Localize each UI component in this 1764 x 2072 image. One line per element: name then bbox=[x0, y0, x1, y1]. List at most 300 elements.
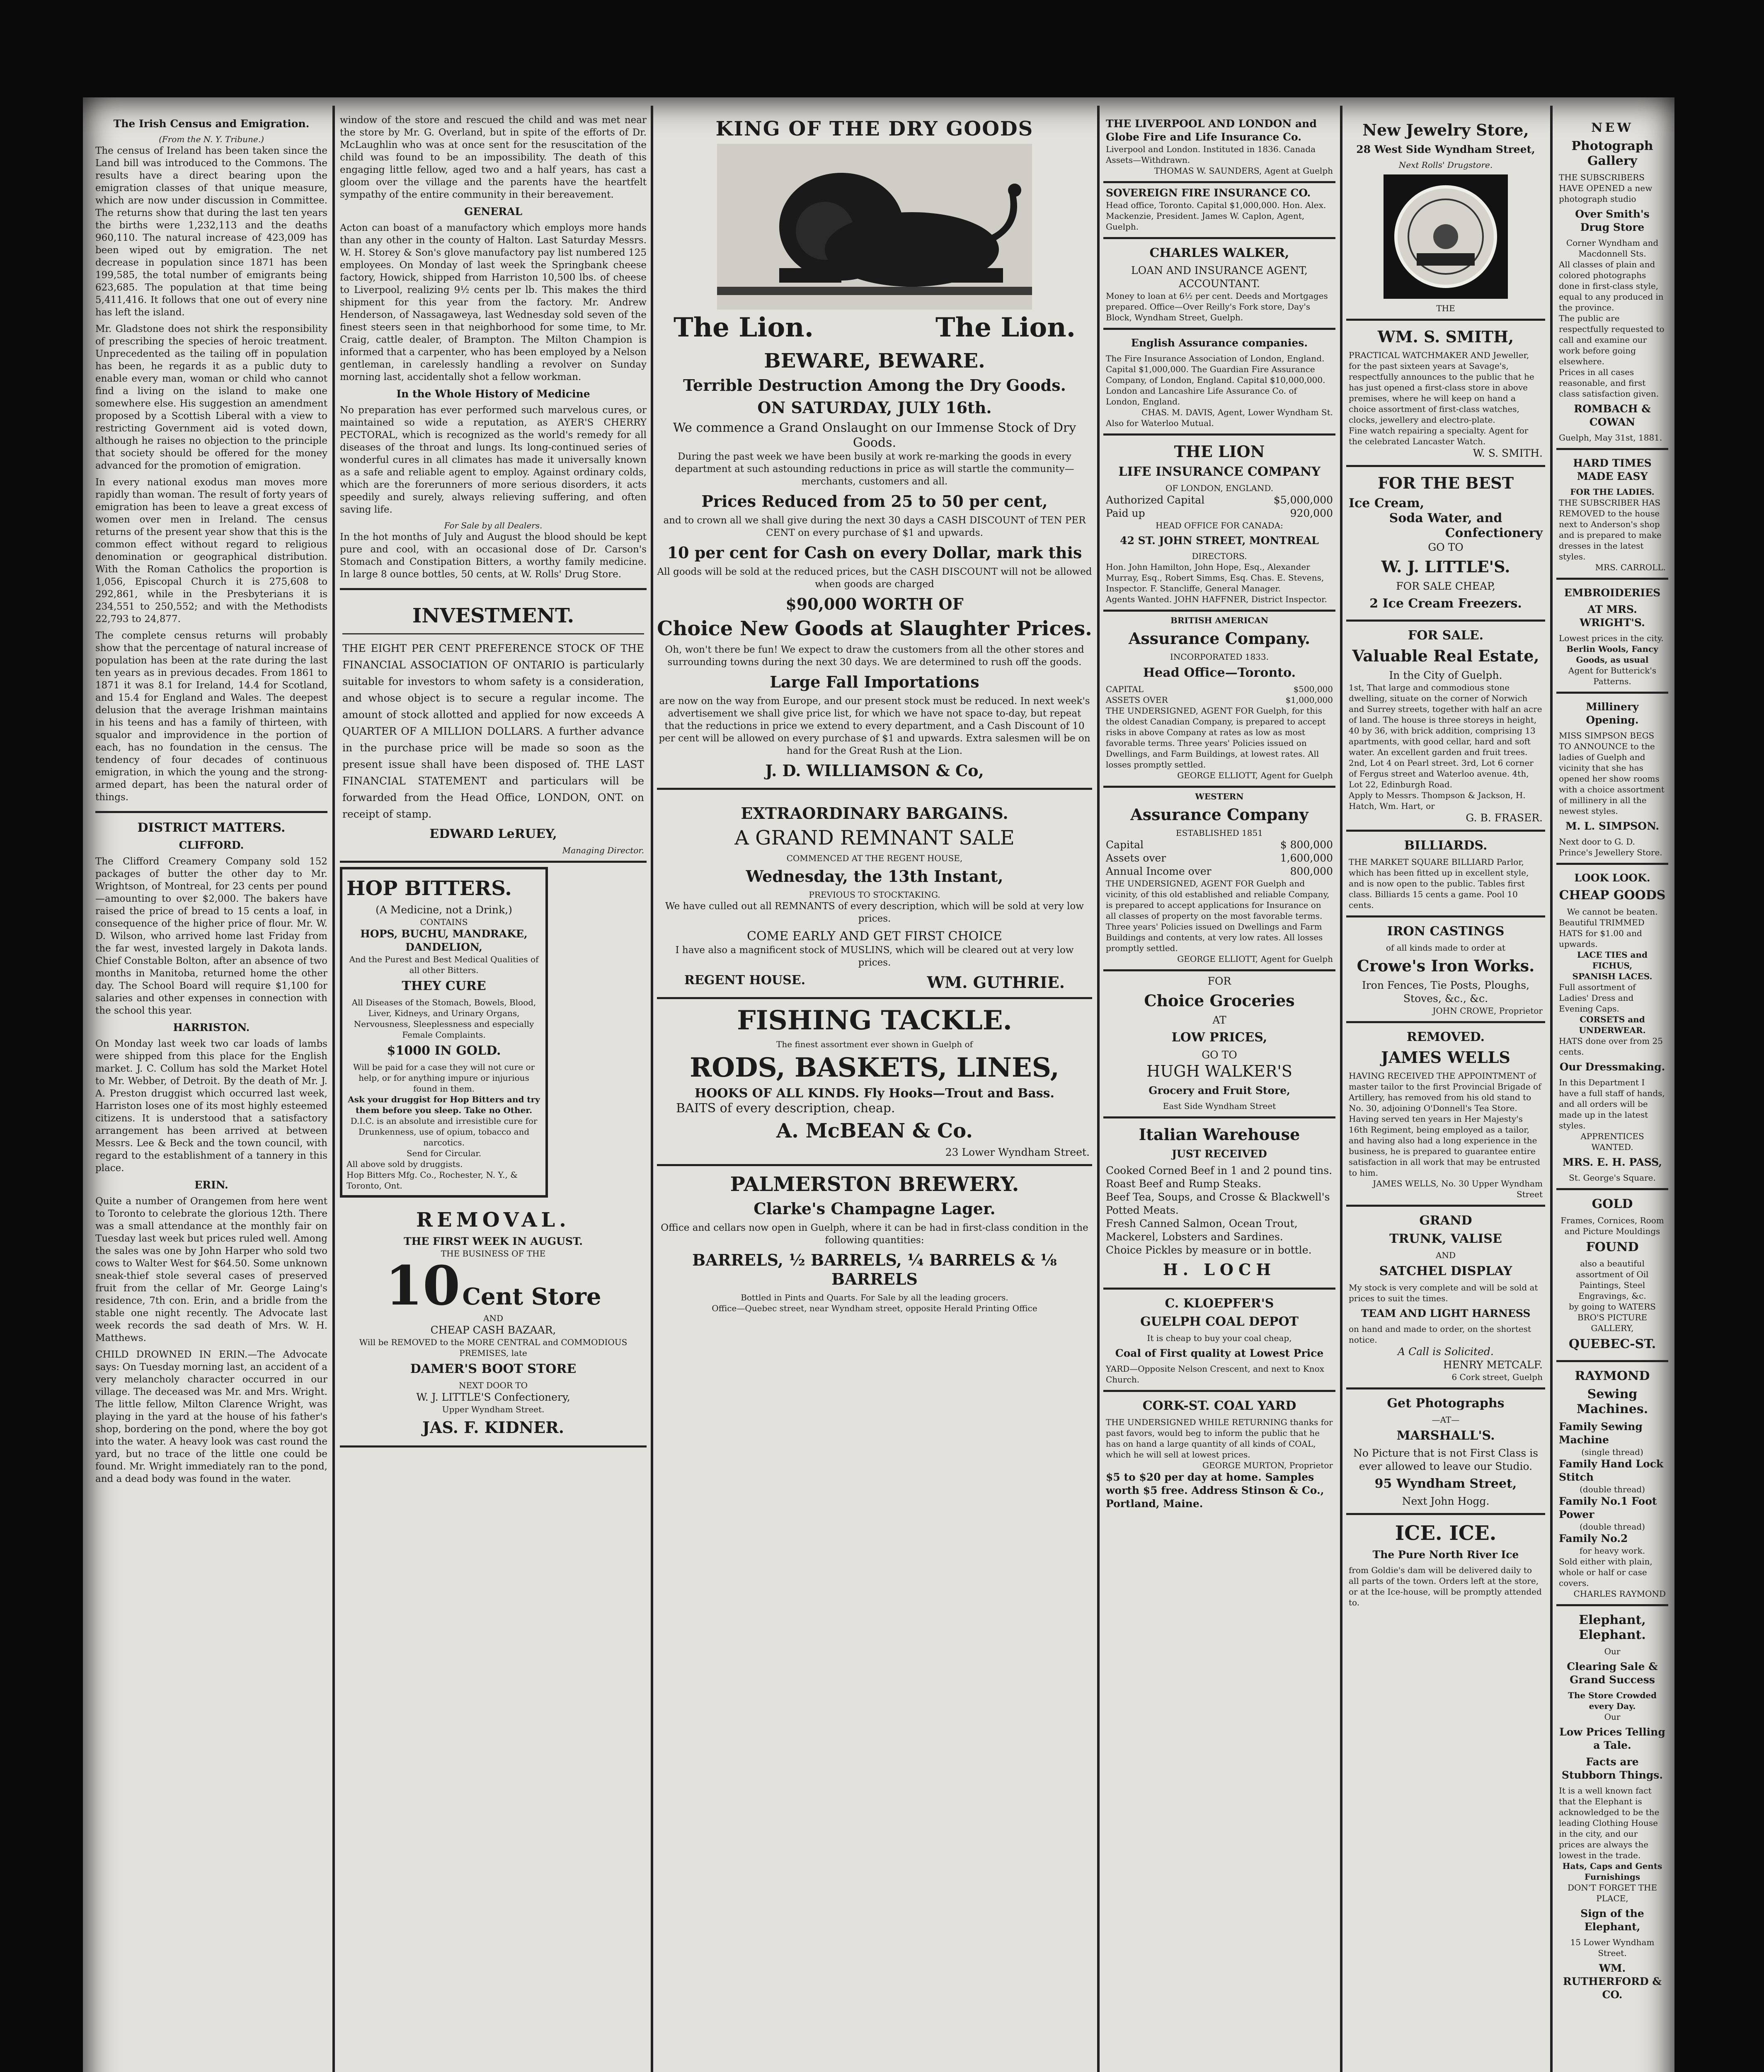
for-the-ladies: FOR THE LADIES. bbox=[1570, 487, 1655, 497]
no-picture: No Picture that is not First Class is ever allowed to leave our Studio. bbox=[1353, 1447, 1539, 1472]
quebec-st: QUEBEC-ST. bbox=[1568, 1337, 1656, 1351]
liverpool-agent: THOMAS W. SAUNDERS, Agent at Guelph bbox=[1154, 166, 1333, 176]
single-thread: (single thread) bbox=[1581, 1447, 1643, 1457]
removal-street: Upper Wyndham Street. bbox=[442, 1404, 545, 1414]
store-crowded: The Store Crowded every Day. bbox=[1568, 1690, 1657, 1711]
cannot-be-beaten: We cannot be beaten. bbox=[1567, 907, 1658, 917]
hop-bitters-sold: All above sold by druggists. bbox=[346, 1159, 463, 1169]
extraordinary-bargains: EXTRAORDINARY BARGAINS. bbox=[741, 804, 1008, 823]
hugh-walker: HUGH WALKER'S bbox=[1146, 1062, 1292, 1080]
palmerston-brewery-ad bbox=[657, 1166, 1092, 1319]
column-5 bbox=[1346, 114, 1545, 2072]
family-sewing-machine: Family Sewing Machine bbox=[1559, 1421, 1643, 1446]
column-4 bbox=[1103, 114, 1335, 2072]
divider bbox=[95, 811, 327, 813]
sewing-machines: Sewing Machines. bbox=[1576, 1387, 1648, 1416]
fine-watch: Fine watch repairing a specialty. Agent for the celebrated Lancaster Watch. bbox=[1349, 426, 1529, 446]
hop-bitters-desc: And the Purest and Best Medical Qualities of all other Bitters. bbox=[349, 954, 539, 975]
kloepfer: C. KLOEPFER'S bbox=[1165, 1296, 1274, 1311]
wednesday-date: Wednesday, the 13th Instant, bbox=[746, 867, 1003, 886]
butterick-patterns: Agent for Butterick's Patterns. bbox=[1568, 666, 1657, 686]
palmerston-address: Office—Quebec street, near Wyndham street, opposite Herald Printing Office bbox=[712, 1303, 1037, 1313]
liverpool-text: Liverpool and London. Instituted in 1836. Canada Assets—Withdrawn. bbox=[1106, 144, 1316, 165]
for-sale-cheap: FOR SALE CHEAP, bbox=[1396, 580, 1495, 592]
elephant-ad bbox=[1556, 1606, 1668, 2010]
valuable-real-estate: Valuable Real Estate, bbox=[1352, 646, 1539, 665]
removal-ad bbox=[340, 1202, 647, 1447]
murton-signature: GEORGE MURTON, Proprietor bbox=[1202, 1460, 1333, 1470]
regent-house: REGENT HOUSE. bbox=[684, 973, 806, 988]
hop-bitters-cure-text: All Diseases of the Stomach, Bowels, Blood, Liver, Kidneys, and Urinary Organs, Nervousness, Sleeplessness and especially Female Complaints. bbox=[351, 997, 536, 1040]
grand-onslaught: We commence a Grand Onslaught on our Immense Stock of Dry Goods. bbox=[673, 421, 1076, 450]
investment-role: Managing Director. bbox=[562, 845, 644, 855]
plain-covers: Sold either with plain, whole or half or case covers. bbox=[1559, 1556, 1653, 1588]
removal-move: Will be REMOVED to the MORE CENTRAL and COMMODIOUS PREMISES, late bbox=[359, 1337, 628, 1358]
erin-heading: ERIN. bbox=[194, 1179, 228, 1191]
english-assurance-ad bbox=[1103, 330, 1335, 436]
millinery-ad bbox=[1556, 694, 1668, 865]
removal-next-door: NEXT DOOR TO bbox=[458, 1380, 528, 1390]
cork-street: 6 Cork street, Guelph bbox=[1451, 1372, 1543, 1382]
western-assurance-ad bbox=[1103, 788, 1335, 971]
cheap-goods-ad bbox=[1556, 865, 1668, 1190]
jewelry-address: 28 West Side Wyndham Street, bbox=[1356, 143, 1535, 155]
head-office-canada: HEAD OFFICE FOR CANADA: bbox=[1156, 520, 1283, 530]
liverpool-ad bbox=[1103, 114, 1335, 183]
ten-per-cent-cash: 10 per cent for Cash on every Dollar, mark this bbox=[667, 543, 1082, 562]
divider bbox=[657, 788, 1092, 790]
hard-times: HARD TIMES MADE EASY bbox=[1573, 457, 1652, 482]
billiards-text: THE MARKET SQUARE BILLIARD Parlor, which has been fitted up in excellent style, and is now open to the public. Tables first class. Billiards 15 cents a game. Pool 10 cents. bbox=[1349, 857, 1529, 910]
beware-headline: BEWARE, BEWARE. bbox=[764, 349, 985, 373]
hop-bitters-title: HOP BITTERS. bbox=[346, 877, 512, 900]
groceries-at: AT bbox=[1212, 1014, 1226, 1026]
authorized-capital-label: Authorized Capital bbox=[1106, 494, 1205, 506]
watch-label: THE bbox=[1436, 303, 1455, 313]
double-thread-2: (double thread) bbox=[1580, 1522, 1645, 1532]
column-6 bbox=[1556, 114, 1668, 2072]
walker-heading: CHARLES WALKER, bbox=[1149, 246, 1289, 260]
lace-ties: LACE TIES and FICHUS, bbox=[1577, 950, 1648, 971]
removal-business-of: THE BUSINESS OF THE bbox=[441, 1249, 546, 1259]
hard-times-ad bbox=[1556, 450, 1668, 580]
get-photographs: Get Photographs bbox=[1387, 1396, 1505, 1411]
undersigned-agent-2: THE UNDERSIGNED, AGENT FOR Guelph and vicinity, of this old established and reliable Company, is prepared to accept applications for Insurance on all classes of property on the most favorable terms. Three years' Policies issued on Dwellings and Farm Buildings and contents, at very low rates. All losses promptly settled. bbox=[1106, 879, 1330, 953]
carroll-signature: MRS. CARROLL. bbox=[1595, 562, 1666, 572]
pure-north-river-ice: The Pure North River Ice bbox=[1372, 1549, 1519, 1561]
ice-ad bbox=[1346, 1515, 1545, 1613]
montreal-address: 42 ST. JOHN STREET, MONTREAL bbox=[1120, 535, 1319, 547]
champagne-lager: Clarke's Champagne Lager. bbox=[754, 1199, 996, 1218]
cork-text: THE UNDERSIGNED WHILE RETURNING thanks for past favors, would beg to inform the public that he has on hand a large quantity of all kinds of COAL, which he will sell at lowest prices. bbox=[1106, 1417, 1333, 1460]
authorized-capital-value: $5,000,000 bbox=[1273, 494, 1333, 506]
stock-complete: My stock is very complete and will be sold at prices to suit the times. bbox=[1349, 1283, 1538, 1303]
incorporated: INCORPORATED 1833. bbox=[1170, 652, 1269, 662]
large-fall-importations: Large Fall Importations bbox=[770, 673, 979, 691]
harriston-body: On Monday last week two car loads of lambs were shipped from this place for the English market. J. C. Collum has sold the Market Hotel to Mr. Webber, of Detroit. By the death of Mr. J. A. Preston druggist which occurred last week, Harriston loses one of its most highly esteemed citizens. It is understood that a satisfactory arrangement has been arrived at between Messrs. Lee & Beck and the town council, with regard to the establishment of a tannery in this place. bbox=[95, 1038, 327, 1174]
hop-bitters-ask: Ask your druggist for Hop Bitters and try them before you sleep. Take no Other. bbox=[348, 1094, 540, 1115]
team-harness: TEAM AND LIGHT HARNESS bbox=[1361, 1307, 1531, 1319]
irish-census-body-2: Mr. Gladstone does not shirk the responsibility of prescribing the species of heroic treatment. Unprecedented as the tailing off in population has been, he regards it as a public duty to enable every man, woman or child who cannot find a living on the island to make one somewhere else. His suggestion an amendment proposed by a Scottish Liberal with a view to restricting Government aid is voted down, although he raises no objection to the principle that society should be offered for the money advanced for the promotion of emigration. bbox=[95, 324, 327, 471]
investment-ad bbox=[340, 598, 647, 863]
general-heading: GENERAL bbox=[464, 206, 523, 218]
rods-baskets-lines: RODS, BASKETS, LINES, bbox=[690, 1052, 1059, 1083]
look-look: LOOK LOOK. bbox=[1574, 872, 1650, 884]
choice-pickles: Choice Pickles by measure or in bottle. bbox=[1106, 1244, 1312, 1256]
rombach-cowan: ROMBACH & COWAN bbox=[1574, 403, 1651, 428]
carroll-text: THE SUBSCRIBER HAS REMOVED to the house next to Anderson's shop and is prepared to make dresses in the latest styles. bbox=[1559, 498, 1662, 562]
assets2-label: Assets over bbox=[1106, 852, 1166, 864]
bitters-body: In the hot months of July and August the blood should be kept pure and cool, with an occasional dose of Dr. Carson's Stomach and Constipation Bitters, a worthy family medicine. In large 8 ounce bottles, 50 cents, at W. Rolls' Drug Store. bbox=[340, 532, 647, 580]
embroideries: EMBROIDERIES bbox=[1564, 587, 1661, 599]
hop-bitters-circular: Send for Circular. bbox=[406, 1148, 482, 1158]
paid-up-value: 920,000 bbox=[1290, 507, 1333, 519]
sovereign-heading: SOVEREIGN FIRE INSURANCE CO. bbox=[1106, 187, 1311, 199]
choice-new-goods: Choice New Goods at Slaughter Prices. bbox=[657, 617, 1092, 640]
smith-name: WM. S. SMITH, bbox=[1377, 327, 1514, 346]
lion-illustration bbox=[717, 144, 1032, 310]
grand: GRAND bbox=[1419, 1213, 1472, 1228]
child-drowned-body: CHILD DROWNED IN ERIN.—The Advocate says: On Tuesday morning last, an accident of a very melancholy character occurred in our village. The deceased was Mr. and Mrs. Wright. The little fellow, Milton Clarence Wright, was playing in the yard at the house of his father's shop, bordering on the pond, where the boy got into the water. A heavy look was cast round the yard, but no trace of the little one could be found. Mr. Wright immediately ran to the pond, and a dead body was found in the water. bbox=[95, 1349, 327, 1484]
ice-text: from Goldie's dam will be delivered daily to all parts of the town. Orders left at the store, or at the Ice-house, will be promptly attended to. bbox=[1349, 1565, 1542, 1607]
king-of-dry-goods-title: KING OF THE DRY GOODS bbox=[715, 117, 1034, 140]
groceries-for: FOR bbox=[1207, 975, 1231, 987]
spanish-laces: SPANISH LACES. bbox=[1572, 971, 1653, 981]
gold-found-ad bbox=[1556, 1190, 1668, 1362]
family-hand-lock-stitch: Family Hand Lock Stitch bbox=[1559, 1458, 1664, 1483]
soda-water: Soda Water, and bbox=[1389, 511, 1502, 525]
lower-wyndham: 15 Lower Wyndham Street. bbox=[1570, 1937, 1655, 1958]
come-early: COME EARLY AND GET FIRST CHOICE bbox=[747, 929, 1002, 944]
coal-yard: YARD—Opposite Nelson Crescent, and next to Knox Church. bbox=[1106, 1364, 1324, 1385]
assets-value: $1,000,000 bbox=[1285, 695, 1333, 705]
palmerston-text: Office and cellars now open in Guelph, where it can be had in first-class condition in the following quantities: bbox=[661, 1222, 1088, 1246]
british-assurance-title: Assurance Company. bbox=[1128, 629, 1311, 648]
lion-life-title-3: OF LONDON, ENGLAND. bbox=[1165, 483, 1274, 493]
heavy-work: for heavy work. bbox=[1579, 1546, 1645, 1556]
east-side-wyndham: East Side Wyndham Street bbox=[1163, 1101, 1276, 1111]
investment-title: INVESTMENT. bbox=[412, 604, 574, 627]
found: FOUND bbox=[1586, 1240, 1639, 1254]
directors-heading: DIRECTORS. bbox=[1192, 551, 1247, 561]
hop-bitters-ad bbox=[340, 867, 548, 1198]
iron-castings-text: of all kinds made to order at bbox=[1386, 943, 1506, 953]
crowe-iron-works: Crowe's Iron Works. bbox=[1357, 956, 1535, 975]
baits-cheap: BAITS of every description, cheap. bbox=[676, 1101, 895, 1116]
hooks-all-kinds: HOOKS OF ALL KINDS. Fly Hooks—Trout and Bass. bbox=[695, 1086, 1054, 1101]
italian-warehouse-ad bbox=[1103, 1118, 1335, 1290]
cork-coal-ad bbox=[1103, 1392, 1335, 1515]
wells-text: HAVING RECEIVED THE APPOINTMENT of master tailor to the first Provincial Brigade of Artillery, has removed from his old stand to No. 30, adjoining O'Donnell's Tea Store. Having served ten years in Her Majesty's 16th Regiment, being employed as a tailor, and having also had a long experience in the business, he is prepared to guarantee entire satisfaction in all work that may be entrusted to him. bbox=[1349, 1071, 1541, 1178]
hop-bitters-dic: D.I.C. is an absolute and irresistible cure for Drunkenness, use of opium, tobacco and narcotics. bbox=[350, 1116, 538, 1147]
next-prince: Next door to G. D. Prince's Jewellery Store. bbox=[1559, 837, 1662, 857]
jewelry-store-ad bbox=[1346, 114, 1545, 321]
trimmed-hats: Beautiful TRIMMED HATS for $1.00 and upwards. bbox=[1559, 917, 1645, 949]
sign-elephant: Sign of the Elephant, bbox=[1580, 1907, 1644, 1933]
confectionery: Confectionery bbox=[1445, 526, 1543, 540]
the-lion-left: The Lion. bbox=[674, 312, 814, 343]
mcbean-signature: A. McBEAN & Co. bbox=[776, 1119, 973, 1143]
irish-census-body-1: The census of Ireland has been taken since the Land bill was introduced to the Commons. The results have a direct bearing upon the emigration classes of that unique measure, which are now under discussion in Committee. The returns show that during the last ten years the births were 1,232,113 and the deaths 960,110. The natural increase of 423,009 has been wiped out by emigration. The net decrease in population since 1871 has been 199,585, the total number of emigrants being 623,685. The population at that time being 5,411,416. It follows that one out of every nine has left the island. bbox=[95, 145, 327, 318]
medicine-heading: In the Whole History of Medicine bbox=[396, 388, 590, 400]
assets2-value: 1,600,000 bbox=[1280, 852, 1333, 864]
remnant-sale-ad bbox=[657, 797, 1092, 999]
divider bbox=[342, 633, 644, 634]
all-goods-note: All goods will be sold at the reduced prices, but the CASH DISCOUNT will not be allowed when goods are charged bbox=[657, 566, 1092, 590]
italian-warehouse-title: Italian Warehouse bbox=[1139, 1125, 1300, 1144]
low-prices-tale: Low Prices Telling a Tale. bbox=[1559, 1726, 1665, 1751]
soups: Beef Tea, Soups, and Crosse & Blackwell's Potted Meats. bbox=[1106, 1191, 1330, 1216]
grocery-fruit-store: Grocery and Fruit Store, bbox=[1149, 1084, 1290, 1097]
ice-cream-ad bbox=[1346, 467, 1545, 622]
trunk-and: AND bbox=[1436, 1250, 1456, 1260]
real-estate-text: 1st, That large and commodious stone dwelling, situate on the corner of Norwich and Surrey streets, together with half an acre of land. The house is three storeys in height, 40 by 36, with brick addition, comprising 13 apartments, with good cellar, hard and soft water. An excellent garden and fruit trees. 2nd, Lot 4 on Pearl street. 3rd, Lot 6 corner of Fergus street and Waterloo avenue. 4th, Lot 22, Edinburgh Road. bbox=[1349, 683, 1542, 789]
undersigned-agent-1: THE UNDERSIGNED, AGENT FOR Guelph, for this the oldest Canadian Company, is prepared to accept risks in above Company at rates as low as most favorable terms. Three years' Policies issued on Dwellings, and Farm Buildings, at lowest rates. All losses promptly settled. bbox=[1106, 706, 1326, 770]
iron-castings-ad bbox=[1346, 917, 1545, 1023]
real-estate-apply: Apply to Messrs. Thompson & Jackson, H. Hatch, Wm. Hart, or bbox=[1349, 790, 1526, 811]
cork-st-coal-yard: CORK-ST. COAL YARD bbox=[1142, 1399, 1296, 1413]
terrible-destruction: Terrible Destruction Among the Dry Goods. bbox=[683, 376, 1066, 395]
clifford-heading: CLIFFORD. bbox=[179, 839, 244, 851]
culled-remnants: We have culled out all REMNANTS of every description, which will be sold at very low prices. bbox=[665, 901, 1084, 924]
ice-cream-go-to: GO TO bbox=[1428, 541, 1464, 553]
hop-bitters-ingredients: HOPS, BUCHU, MANDRAKE, DANDELION, bbox=[360, 928, 528, 953]
low-prices: LOW PRICES, bbox=[1171, 1030, 1267, 1045]
charles-raymond: CHARLES RAYMOND bbox=[1573, 1589, 1666, 1599]
just-received: JUST RECEIVED bbox=[1172, 1148, 1267, 1160]
cheap-goods: CHEAP GOODS bbox=[1559, 888, 1666, 903]
family-no2: Family No.2 bbox=[1559, 1532, 1628, 1544]
removal-little: W. J. LITTLE'S Confectionery, bbox=[416, 1391, 570, 1403]
prices-reasonable: Prices in all cases reasonable, and first class satisfaction given. bbox=[1559, 367, 1659, 399]
saturday-date: ON SATURDAY, JULY 16th. bbox=[757, 398, 992, 417]
trunk-display-ad bbox=[1346, 1207, 1545, 1389]
gold: GOLD bbox=[1592, 1197, 1633, 1211]
column-rule bbox=[332, 106, 335, 2072]
guelph-date: Guelph, May 31st, 1881. bbox=[1559, 433, 1662, 443]
pocket-watch-illustration bbox=[1384, 174, 1508, 299]
smith-signature: W. S. SMITH. bbox=[1473, 447, 1543, 459]
simpson-text: MISS SIMPSON BEGS TO ANNOUNCE to the ladies of Guelph and vicinity that she has opened her show rooms with a choice assortment of millinery in all the newest styles. bbox=[1559, 731, 1665, 816]
corsets: CORSETS and UNDERWEAR. bbox=[1579, 1014, 1646, 1035]
frames-mouldings: Frames, Cornices, Room and Picture Mouldings bbox=[1560, 1215, 1664, 1236]
agents-wanted: Agents Wanted. JOHN HAFFNER, District Inspector. bbox=[1106, 594, 1327, 604]
little-name: W. J. LITTLE'S. bbox=[1381, 557, 1510, 576]
fishing-tackle-title: FISHING TACKLE. bbox=[737, 1005, 1012, 1036]
the-lion-right: The Lion. bbox=[935, 312, 1076, 343]
waters-bros: by going to WATERS BRO'S PICTURE GALLERY, bbox=[1569, 1302, 1656, 1333]
removal-and: AND bbox=[483, 1313, 503, 1323]
hop-bitters-company: Hop Bitters Mfg. Co., Rochester, N. Y., & Toronto, Ont. bbox=[346, 1170, 518, 1191]
oh-fun: Oh, won't there be fun! We expect to draw the customers from all the other stores and surrounding towns during the next 30 days. We are determined to rush off the goods. bbox=[665, 644, 1084, 668]
embroideries-text: Lowest prices in the city. bbox=[1559, 633, 1664, 643]
waterloo-mutual: Also for Waterloo Mutual. bbox=[1106, 418, 1214, 428]
marshalls: MARSHALL'S. bbox=[1396, 1428, 1495, 1443]
choice-groceries: Choice Groceries bbox=[1144, 991, 1295, 1010]
rutherford-signature: WM. RUTHERFORD & CO. bbox=[1563, 1962, 1662, 2001]
hop-bitters-gold: $1000 IN GOLD. bbox=[387, 1043, 501, 1058]
photograph-gallery-ad bbox=[1556, 114, 1668, 450]
groceries-ad bbox=[1103, 971, 1335, 1118]
our-1: Our bbox=[1604, 1646, 1621, 1656]
irish-census-body-3: In every national exodus man moves more rapidly than woman. The result of forty years of emigration has been to leave a great excess of women over men in Ireland. The census returns of the present year show that this is the common effect without regard to religious denomination or geographical distribution. With the Roman Catholics the proportion is 1,056, Episcopal Church it is 275,608 to 292,861, while in the Presbyterians it is 234,551 to 250,552; and with the Methodists 22,793 to 24,877. bbox=[95, 477, 327, 625]
ice-ice: ICE. ICE. bbox=[1395, 1522, 1497, 1545]
muslins-text: I have also a magnificent stock of MUSLINS, which will be cleared out at very low prices. bbox=[675, 945, 1074, 968]
commenced-regent: COMMENCED AT THE REGENT HOUSE, bbox=[786, 853, 963, 863]
raymond: RAYMOND bbox=[1575, 1369, 1650, 1383]
mcbean-address: 23 Lower Wyndham Street. bbox=[945, 1146, 1090, 1158]
coal-cheap: It is cheap to buy your coal cheap, bbox=[1147, 1333, 1292, 1343]
irish-census-byline: (From the N. Y. Tribune.) bbox=[159, 134, 264, 144]
lion-life-ad bbox=[1103, 436, 1335, 612]
billiards-ad bbox=[1346, 832, 1545, 917]
removal-ten: 10 bbox=[385, 1254, 460, 1317]
roast-beef: Roast Beef and Rump Steaks. bbox=[1106, 1178, 1262, 1190]
english-text: The Fire Insurance Association of London, England. Capital $1,000,000. The Guardian Fire Assurance Company, of London, England. Capital $10,000,000. London and Lancashire Life Assurance Co. of London, England. bbox=[1106, 353, 1325, 407]
clifford-body: The Clifford Creamery Company sold 152 packages of butter the other day to Mr. Wrightson, of Montreal, for 23 cents per pound—amounting to over $2,000. The bakers have raised the price of bread to 15 cents a loaf, in consequence of the higher price of flour. Mr. W. D. Wilson, who arrived home last Friday from the far west, invested largely in Dakota lands. Chief Constable Bolton, after an absence of two months in Manitoba, returned home the other day. The School Board will require $1,100 for salaries and other expenses in connection with the school this year. bbox=[95, 856, 327, 1016]
hats-caps: Hats, Caps and Gents Furnishings bbox=[1562, 1861, 1662, 1882]
for-the-best: FOR THE BEST bbox=[1377, 474, 1514, 492]
established: ESTABLISHED 1851 bbox=[1176, 828, 1263, 838]
in-city-guelph: In the City of Guelph. bbox=[1389, 669, 1502, 681]
british-american-label: BRITISH AMERICAN bbox=[1170, 615, 1268, 625]
for-sale-by-dealers: For Sale by all Dealers. bbox=[444, 520, 543, 530]
capital-label: CAPITAL bbox=[1106, 684, 1144, 694]
berlin-wools: Berlin Wools, Fancy Goods, as usual bbox=[1566, 644, 1658, 665]
our-2: Our bbox=[1604, 1712, 1621, 1722]
column-rule bbox=[1097, 106, 1100, 2072]
loch-signature: H. LOCH bbox=[1163, 1260, 1276, 1279]
column-2 bbox=[340, 114, 647, 2072]
fraser-signature: G. B. FRASER. bbox=[1466, 812, 1543, 824]
western-label: WESTERN bbox=[1195, 792, 1244, 801]
liverpool-heading: THE LIVERPOOL AND LONDON and Globe Fire and Life Insurance Co. bbox=[1106, 118, 1317, 143]
williamson-signature: J. D. WILLIAMSON & Co, bbox=[765, 761, 984, 780]
bottled: Bottled in Pints and Quarts. For Sale by all the leading grocers. bbox=[741, 1293, 1008, 1302]
dont-forget: DON'T FORGET THE PLACE, bbox=[1567, 1883, 1657, 1903]
column-rule bbox=[1340, 106, 1342, 2072]
for-sale-heading: FOR SALE. bbox=[1408, 628, 1484, 643]
corned-beef: Cooked Corned Beef in 1 and 2 pound tins. bbox=[1106, 1164, 1333, 1176]
dressmaking-text: In this Department I have a full staff of hands, and all orders will be made up in the latest styles. bbox=[1559, 1077, 1665, 1130]
cash-discount: and to crown all we shall give during the next 30 days a CASH DISCOUNT of TEN PER CENT on every purchase of $1 and upwards. bbox=[663, 515, 1086, 538]
income-value: 800,000 bbox=[1290, 865, 1333, 877]
oil-paintings: also a beautiful assortment of Oil Paintings, Steel Engravings, &c. bbox=[1576, 1259, 1649, 1301]
capital2-value: $ 800,000 bbox=[1280, 839, 1333, 851]
fresh-salmon: Fresh Canned Salmon, Ocean Trout, Mackerel, Lobsters and Sardines. bbox=[1106, 1218, 1298, 1243]
medicine-body: No preparation has ever performed such marvelous cures, or maintained so wide a reputation, as AYER'S CHERRY PECTORAL, which is recognized as the world's remedy for all diseases of the throat and lungs. Its long-continued series of wonderful cures in all climates has made it universally known as a safe and reliable agent to employ. Against ordinary colds, which are the forerunners of more serious disorders, it acts speedily and surely, always relieving suffering, and often saving life. bbox=[340, 405, 647, 515]
capital-value: $500,000 bbox=[1293, 684, 1333, 694]
freezers: 2 Ice Cream Freezers. bbox=[1369, 596, 1522, 611]
ninety-thousand-worth: $90,000 WORTH OF bbox=[785, 595, 964, 613]
hop-bitters-gold-text: Will be paid for a case they will not cure or help, or for anything impure or injurious found in them. bbox=[353, 1062, 535, 1094]
elliott-2: GEORGE ELLIOTT, Agent for Guelph bbox=[1177, 954, 1333, 964]
removal-bazaar: CHEAP CASH BAZAAR, bbox=[430, 1324, 556, 1336]
public-requested: The public are respectfully requested to call and examine our work before going elsewhere. bbox=[1559, 313, 1665, 366]
coal-first-quality: Coal of First quality at Lowest Price bbox=[1115, 1347, 1324, 1359]
hop-bitters-subtitle: (A Medicine, not a Drink,) bbox=[376, 904, 512, 916]
double-thread-1: (double thread) bbox=[1580, 1484, 1645, 1494]
price-per-day: $5 to $20 per day at home. Samples worth $5 free. Address Stinson & Co., Portland, Maine. bbox=[1106, 1471, 1324, 1510]
dress-caps: Full assortment of Ladies' Dress and Evening Caps. bbox=[1559, 982, 1636, 1014]
coal-depot-ad bbox=[1103, 1290, 1335, 1392]
investment-body: THE EIGHT PER CENT PREFERENCE STOCK OF THE FINANCIAL ASSOCIATION OF ONTARIO is particularly suitable for investors to whom safety is a consideration, and whose object is to secure a regular income. The amount of stock allotted and applied for now exceeds A QUARTER OF A MILLION DOLLARS. A further advance in the purchase price will be made so soon as the present issue shall have been disposed of. THE LAST FINANCIAL STATEMENT and particulars will be forwarded from the Head Office, LONDON, ONT. on receipt of stamp. bbox=[342, 642, 644, 820]
next-john-hogg: Next John Hogg. bbox=[1402, 1495, 1490, 1507]
smith-ad bbox=[1346, 321, 1545, 467]
divider bbox=[340, 588, 647, 590]
removal-cent-store: Cent Store bbox=[462, 1283, 601, 1310]
walker-sub: LOAN AND INSURANCE AGENT, ACCOUNTANT. bbox=[1131, 264, 1308, 290]
guthrie-signature: WM. GUTHRIE. bbox=[927, 973, 1065, 992]
capital2-label: Capital bbox=[1106, 839, 1144, 851]
wells-signature: JAMES WELLS, No. 30 Upper Wyndham Street bbox=[1373, 1179, 1543, 1199]
next-rolls: Next Rolls' Drugstore. bbox=[1398, 160, 1493, 170]
iron-fences: Iron Fences, Tie Posts, Ploughs, Stoves, &c., &c. bbox=[1362, 979, 1530, 1005]
british-american-ad bbox=[1103, 612, 1335, 788]
district-matters-heading: DISTRICT MATTERS. bbox=[137, 821, 286, 835]
crowe-proprietor: JOHN CROWE, Proprietor bbox=[1432, 1006, 1543, 1016]
column-rule bbox=[1550, 106, 1553, 2072]
drowning-continued: window of the store and rescued the child and was met near the store by Mr. G. Overland, but in spite of the efforts of Dr. McLaughlin who was at once sent for the resuscitation of the child was found to be an impossibility. The death of this engaging little fellow, aged two and a half years, has cast a gloom over the village and the parents have the heartfelt sympathy of the entire community in their bereavement. bbox=[340, 115, 647, 200]
subscribers-opened: THE SUBSCRIBERS HAVE OPENED a new photograph studio bbox=[1559, 172, 1653, 204]
removal-signature: JAS. F. KIDNER. bbox=[422, 1418, 564, 1437]
sovereign-ad bbox=[1103, 183, 1335, 239]
prices-reduced: Prices Reduced from 25 to 50 per cent, bbox=[701, 492, 1048, 511]
at-mrs-wrights: AT MRS. WRIGHT'S. bbox=[1580, 603, 1645, 629]
column-1 bbox=[95, 114, 327, 2072]
walker-ad bbox=[1103, 239, 1335, 330]
elephant-elephant: Elephant, Elephant. bbox=[1579, 1613, 1646, 1642]
iron-castings-heading: IRON CASTINGS bbox=[1387, 924, 1505, 939]
removal-title: REMOVAL. bbox=[416, 1208, 570, 1232]
english-heading: English Assurance companies. bbox=[1131, 337, 1308, 349]
call-solicited: A Call is Solicited. bbox=[1398, 1346, 1494, 1358]
billiards-heading: BILLIARDS. bbox=[1404, 838, 1488, 853]
trunk-valise: TRUNK, VALISE bbox=[1389, 1232, 1502, 1246]
james-wells: JAMES WELLS bbox=[1381, 1048, 1510, 1067]
millinery-opening: Millinery Opening. bbox=[1586, 701, 1639, 726]
photographs-ad bbox=[1346, 1389, 1545, 1515]
all-classes: All classes of plain and colored photographs done in first-class style, equal to any produced in the province. bbox=[1559, 259, 1664, 312]
paid-up-label: Paid up bbox=[1106, 507, 1145, 519]
irish-census-body-4: The complete census returns will probably show that the percentage of natural increase of population has been at the rate during the last ten years as in previous decades. From 1861 to 1871 it was 8.1 for Ireland, 14.4 for Scotland, and 15.4 for England and Wales. The deepest delusion that the average Irishman maintains in his teens and has a family of thirteen, with squalor and improvidence in the portion of each, has no foundation in the census. The tendency of four decades of continuous emigration, in which the young and the strong-armed depart, has been the natural order of things. bbox=[95, 630, 327, 803]
groceries-go-to: GO TO bbox=[1202, 1049, 1237, 1061]
assets-label: ASSETS OVER bbox=[1106, 695, 1168, 705]
removed-heading: REMOVED. bbox=[1406, 1030, 1485, 1044]
real-estate-ad bbox=[1346, 622, 1545, 832]
smith-text: PRACTICAL WATCHMAKER AND Jeweller, for the past sixteen years at Savage's, respectfully announces to the public that he has just opened a first-class store in above premises, where he will keep on hand a choice assortment of first-class watches, clocks, jewellery and electro-plate. bbox=[1349, 350, 1534, 425]
metcalf-signature: HENRY METCALF. bbox=[1443, 1359, 1543, 1371]
simpson-signature: M. L. SIMPSON. bbox=[1565, 820, 1660, 832]
raymond-ad bbox=[1556, 1362, 1668, 1606]
walker-text: Money to loan at 6½ per cent. Deeds and Mortgages prepared. Office—Over Reilly's Fork store, Day's Block, Wyndham Street, Guelph. bbox=[1106, 291, 1328, 322]
elliott-1: GEORGE ELLIOTT, Agent for Guelph bbox=[1177, 770, 1333, 780]
column-3 bbox=[657, 114, 1092, 2072]
embroideries-ad bbox=[1556, 580, 1668, 694]
apprentices-wanted: APPRENTICES WANTED. bbox=[1580, 1131, 1644, 1152]
western-assurance-title: Assurance Company bbox=[1130, 805, 1308, 824]
wyndham-street-95: 95 Wyndham Street, bbox=[1374, 1477, 1517, 1491]
during-past-week: During the past week we have been busily at work re-marking the goods in every department at such astounding reductions in price as will startle the community—merchants, customers and all. bbox=[675, 451, 1074, 487]
grand-remnant-sale: A GRAND REMNANT SALE bbox=[734, 826, 1015, 850]
family-no1-foot-power: Family No.1 Foot Power bbox=[1559, 1495, 1657, 1520]
hop-bitters-cure: THEY CURE bbox=[402, 979, 486, 993]
barrels: BARRELS, ½ BARRELS, ¼ BARRELS & ⅛ BARRELS bbox=[692, 1251, 1057, 1288]
large-fall-text: are now on the way from Europe, and our present stock must be reduced. In next week's advertisement we shall give price list, for which we have not space to-day, but repeat that the reductions in price we extend to every department, and a Cash Discount of 10 per cent will be allowed on every purchase of $1 and upwards. Extra salesmen will be on hand for the Great Rush at the Lion. bbox=[659, 696, 1090, 756]
st-georges-square: St. George's Square. bbox=[1569, 1173, 1656, 1183]
head-office-toronto: Head Office—Toronto. bbox=[1143, 666, 1296, 680]
previous-stocktaking: PREVIOUS TO STOCKTAKING. bbox=[809, 890, 940, 900]
